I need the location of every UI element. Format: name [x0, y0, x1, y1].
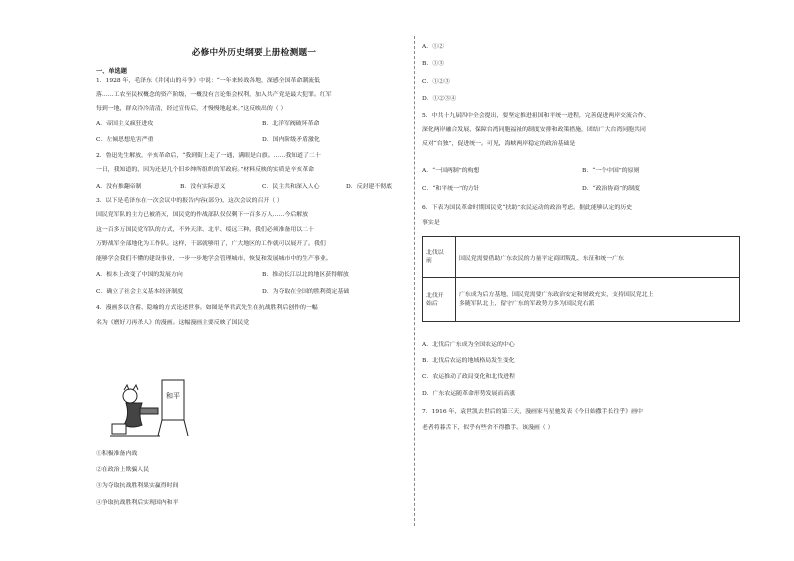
q1-line: 每到一地，群众冷冷清清，经过宣传后，才慢慢地起来。”这反映出的（ ）	[96, 106, 287, 112]
q4-choice-1: ①积极准备内战	[96, 451, 138, 457]
q2-line: 一日，我知道的，因为还是几个旧乡绅所组织的军政府。”材料反映的实质是辛亥革命	[96, 167, 315, 173]
cartoon-sign-text: 和平	[166, 392, 180, 400]
q1-option-c[interactable]: C．左倾思想危害严重	[96, 137, 154, 143]
q6-line: 6．下表为国民革命时期国民党“扶助”农民运动的政治考虑。据此能够认定的历史	[422, 205, 633, 211]
q5-line: 深化两岸融合发展、保障台湾同胞福祉的制度安排和政策措施，团结广大台湾同胞共同	[422, 127, 646, 133]
q1-line: 落……工农至民权概念的资产阶级，一概没有言论集会权利，加入共产党是最大犯罪。红军	[96, 92, 332, 98]
q4-line: 4．漫画多以含蓄、隐喻的方式论述世事。如图是华君武先生在抗战胜利后创作的一幅	[96, 305, 318, 311]
q3-line: 3．以下是毛泽东在一次会议中的报告内容(部分)，这次会议的召开（ ）	[96, 198, 283, 204]
table-cell: 广东成为后方基地，国民党需要广东政治安定和财政充实，支持国民党北上 多随军队北上，留守广东的军政势力多为国民党右派	[456, 278, 740, 322]
q5-option-d[interactable]: D．“政治协商”的制度	[582, 186, 640, 192]
table-row	[423, 237, 740, 278]
column-divider	[414, 36, 415, 526]
table-cell: 国民党需要借助广东农民的力量平定商团叛乱、东征和统一广东	[456, 237, 740, 278]
q6-table	[422, 236, 740, 322]
table-row	[423, 278, 740, 322]
q7-line: 7．1916 年，袁世凯去世后的第三天，漫画家马星驰发表《今日始撒手长往乎》画中	[422, 409, 643, 415]
section-heading: 一、单选题	[96, 68, 127, 75]
q3-line: 万野战军全部地化为工作队。这样，干部就够用了，广大地区的工作就可以展开了。我们	[96, 241, 326, 247]
q6-line: 事实是	[422, 220, 440, 226]
q2-option-a[interactable]: A．没有推翻帝制	[96, 184, 142, 190]
q4-choice-2: ②在政治上欺骗人民	[96, 467, 150, 473]
table-row-header: 北伐开 始后	[423, 278, 456, 322]
q5-option-c[interactable]: C．“和平统一”的方针	[422, 186, 480, 192]
q6-option-d[interactable]: D．广东农运随革命形势发展而高涨	[422, 391, 516, 397]
q3-option-b[interactable]: B．推动长江以北的地区获得解放	[262, 272, 349, 278]
q7-line: 老者将暮舌下，似乎有些舍不得撒手。该漫画（ ）	[422, 425, 554, 431]
q3-option-c[interactable]: C．确立了社会主义基本经济制度	[96, 289, 183, 295]
q1-option-a[interactable]: A．帝国主义疯狂进攻	[96, 121, 154, 127]
q1-line: 1．1928 年，毛泽东《井冈山的斗争》中说：“一年来转战各地，深感全国革命潮流低	[96, 78, 320, 84]
table-row-header: 北伐以 前	[423, 237, 456, 278]
q4-option-a[interactable]: A．①②	[422, 44, 444, 50]
q6-option-a[interactable]: A．北伐后广东成为全国农运的中心	[422, 342, 515, 348]
q4-option-b[interactable]: B．①③	[422, 61, 445, 67]
q3-option-d[interactable]: D．为夺取在全国的胜利奠定基础	[262, 289, 350, 295]
q3-option-a[interactable]: A．根本上改变了中国的发展方向	[96, 272, 183, 278]
page-title: 必修中外历史纲要上册检测题一	[191, 48, 317, 58]
q5-option-b[interactable]: B．“一个中国”的原则	[582, 168, 640, 174]
q5-line: 反对“台独”，促进统一。可见，海峡两岸稳定的政治基础是	[422, 141, 576, 147]
q1-option-b[interactable]: B．北洋军阀破坏革命	[262, 121, 320, 127]
cartoon-image	[100, 378, 190, 440]
q4-line: 名为《磨好刀再杀人》的漫画。这幅漫画主要反映了国民党	[96, 320, 250, 326]
q3-line: 国民党军队的主力已被消灭，国民党的作战部队仅仅剩下一百多万人……今后解放	[96, 212, 309, 218]
q2-option-d[interactable]: D．反封建不彻底	[346, 184, 392, 190]
q4-choice-4: ④争取抗战胜利后实现国内和平	[96, 500, 179, 506]
q4-choice-3: ③为夺取抗战胜利果实赢得时间	[96, 483, 179, 489]
q4-option-d[interactable]: D．①②③④	[422, 96, 457, 102]
q4-option-c[interactable]: C．①②③	[422, 79, 451, 85]
q3-line: 这一百多万国民党军队的方式，不外天津、北平、绥远三种。我们必须准备用以二十	[96, 227, 314, 233]
q1-option-d[interactable]: D．国内阶级矛盾激化	[262, 137, 320, 143]
q2-option-c[interactable]: C．民主共和深入人心	[262, 184, 320, 190]
q6-option-b[interactable]: B．北伐后农运的地域格局发生变化	[422, 358, 515, 364]
q5-option-a[interactable]: A．“一国两制”的构想	[422, 168, 480, 174]
q5-line: 5．中共十九届四中全会提出，要坚定推进祖国和平统一进程，完善促进两岸交流合作、	[422, 113, 650, 119]
q2-line: 2．鲁迅先生解放，辛亥革命后，“我到街上走了一通，满眼是白旗。……我知道了二十	[96, 153, 321, 159]
q3-line: 能够学会我们不懂的建设事业，一步一步地学会管理城市，恢复和发展城市中的生产事业。	[96, 256, 332, 262]
q2-option-b[interactable]: B．没有实际意义	[180, 184, 226, 190]
q6-option-c[interactable]: C．农运推动了政局变化和北伐进程	[422, 374, 515, 380]
